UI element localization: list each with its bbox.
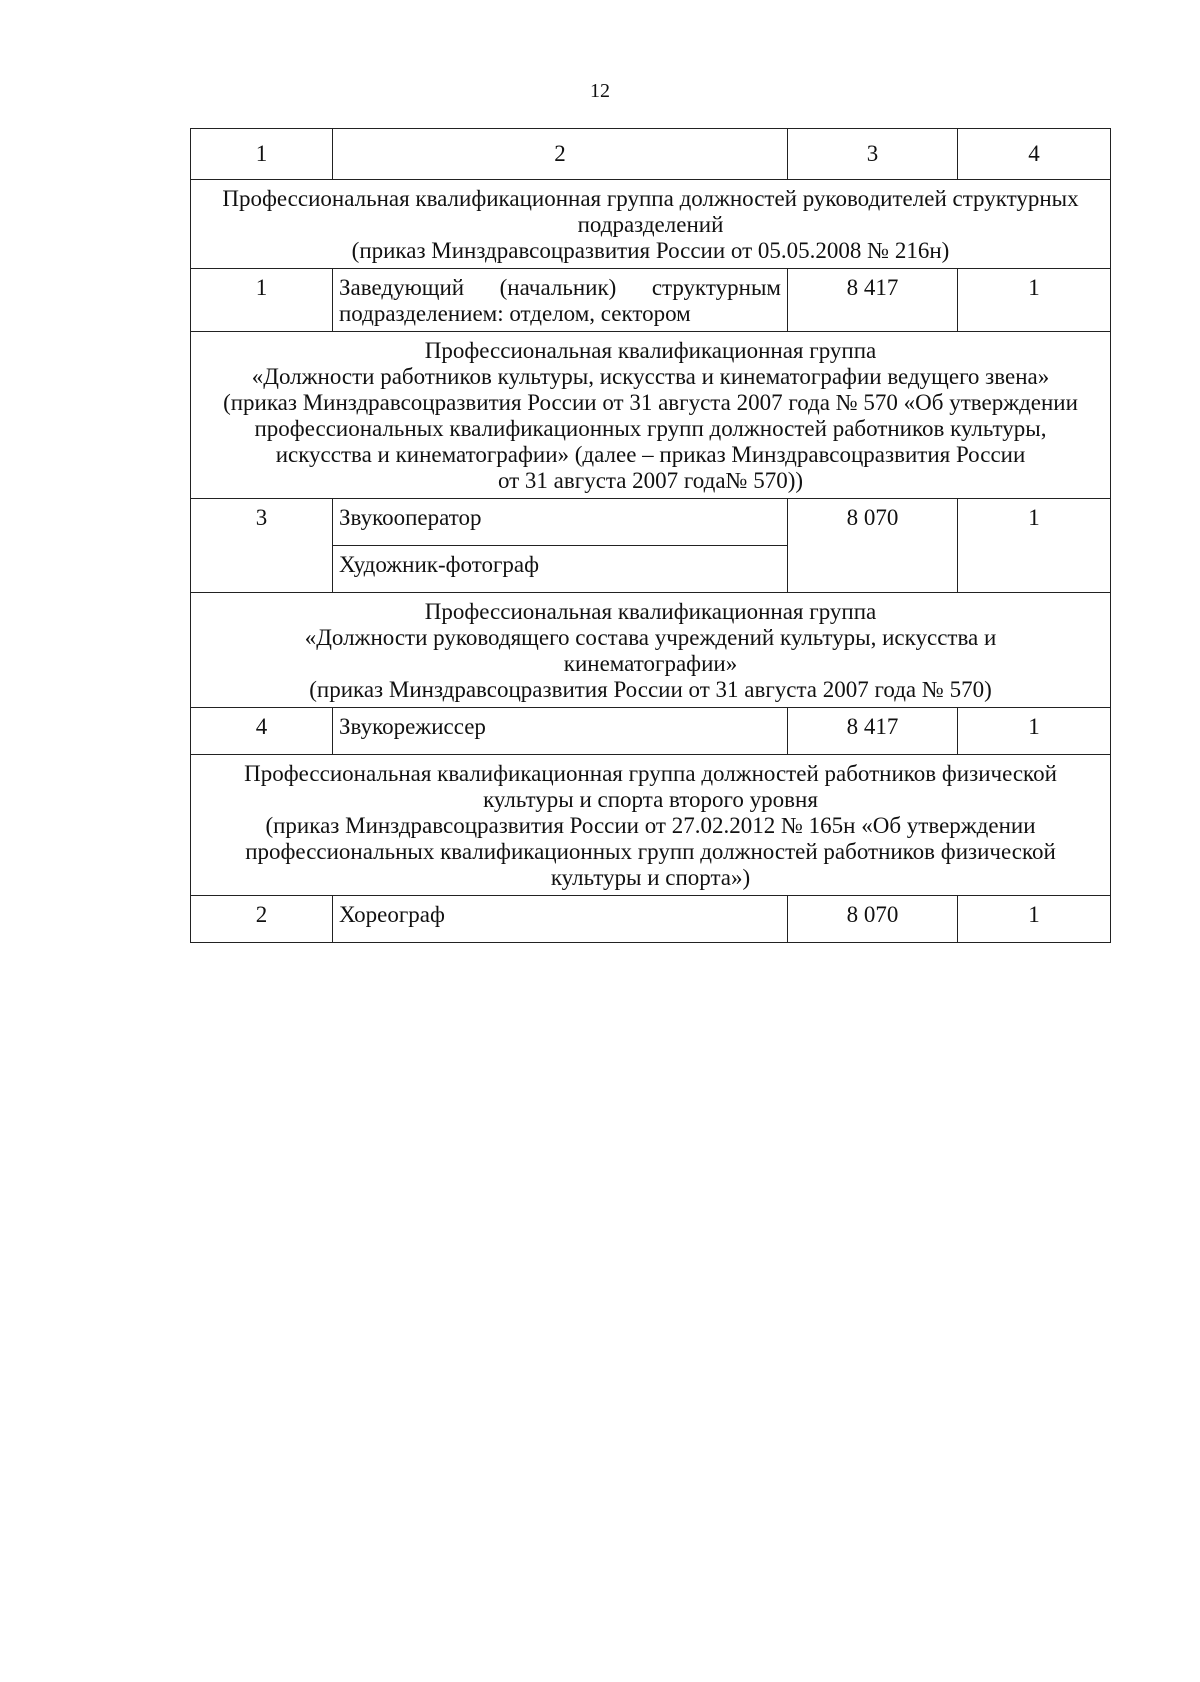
group-heading-line: (приказ Минздравсоцразвития России от 31 августа 2007 года № 570 «Об утверждении (223, 390, 1078, 415)
group-heading-line: (приказ Минздравсоцразвития России от 05.05.2008 № 216н) (351, 238, 950, 263)
table-row (191, 269, 1111, 332)
qualification-level: 1 (191, 269, 333, 332)
group-heading-line: (приказ Минздравсоцразвития России от 31 августа 2007 года № 570) (309, 677, 992, 702)
group-heading-line: от 31 августа 2007 года№ 570)) (497, 468, 804, 493)
group-heading-row (191, 180, 1111, 269)
position-name: Заведующий (начальник) структурным подразделением: отделом, сектором (333, 269, 788, 332)
group-heading-line: профессиональных квалификационных групп должностей работников физической (245, 839, 1056, 864)
position-name: Художник-фотограф (333, 546, 788, 593)
header-cell-3: 3 (788, 129, 958, 180)
group-heading-line: культуры и спорта второго уровня (483, 787, 818, 812)
group-heading-line: культуры и спорта») (550, 865, 751, 890)
page-number: 12 (590, 80, 610, 102)
table-row (191, 499, 1111, 546)
group-heading-line: Профессиональная квалификационная группа (424, 599, 877, 624)
position-name: Хореограф (333, 896, 788, 943)
group-heading-line: Профессиональная квалификационная группа должностей работников физической (244, 761, 1057, 786)
table-row (191, 708, 1111, 755)
group-heading-row (191, 755, 1111, 896)
group-heading-line: Профессиональная квалификационная группа должностей руководителей структурных (222, 186, 1079, 211)
group-heading-row (191, 332, 1111, 499)
group-heading-row (191, 593, 1111, 708)
salary-value: 8 417 (788, 269, 958, 332)
group-heading (191, 332, 1111, 499)
group-heading-line: профессиональных квалификационных групп должностей работников культуры, (254, 416, 1047, 441)
header-cell-2: 2 (333, 129, 788, 180)
group-heading-line: кинематографии» (563, 651, 738, 676)
coefficient-value: 1 (958, 896, 1111, 943)
salary-value: 8 070 (788, 499, 958, 593)
position-name: Звукорежиссер (333, 708, 788, 755)
header-cell-1: 1 (191, 129, 333, 180)
group-heading (191, 755, 1111, 896)
coefficient-value: 1 (958, 499, 1111, 593)
group-heading-line: подразделений (577, 212, 724, 237)
salary-table (190, 128, 1111, 943)
table-row (191, 896, 1111, 943)
group-heading-line: Профессиональная квалификационная группа (424, 338, 877, 363)
salary-value: 8 417 (788, 708, 958, 755)
group-heading (191, 180, 1111, 269)
group-heading-line: «Должности работников культуры, искусства и кинематографии ведущего звена» (251, 364, 1050, 389)
group-heading-line: (приказ Минздравсоцразвития России от 27.02.2012 № 165н «Об утверждении (265, 813, 1036, 838)
group-heading-line: искусства и кинематографии» (далее – приказ Минздравсоцразвития России (275, 442, 1026, 467)
position-name: Звукооператор (333, 499, 788, 546)
qualification-level: 3 (191, 499, 333, 593)
coefficient-value: 1 (958, 708, 1111, 755)
table-header-row (191, 129, 1111, 180)
qualification-level: 4 (191, 708, 333, 755)
coefficient-value: 1 (958, 269, 1111, 332)
group-heading-line: «Должности руководящего состава учреждений культуры, искусства и (304, 625, 997, 650)
salary-value: 8 070 (788, 896, 958, 943)
header-cell-4: 4 (958, 129, 1111, 180)
qualification-level: 2 (191, 896, 333, 943)
group-heading (191, 593, 1111, 708)
